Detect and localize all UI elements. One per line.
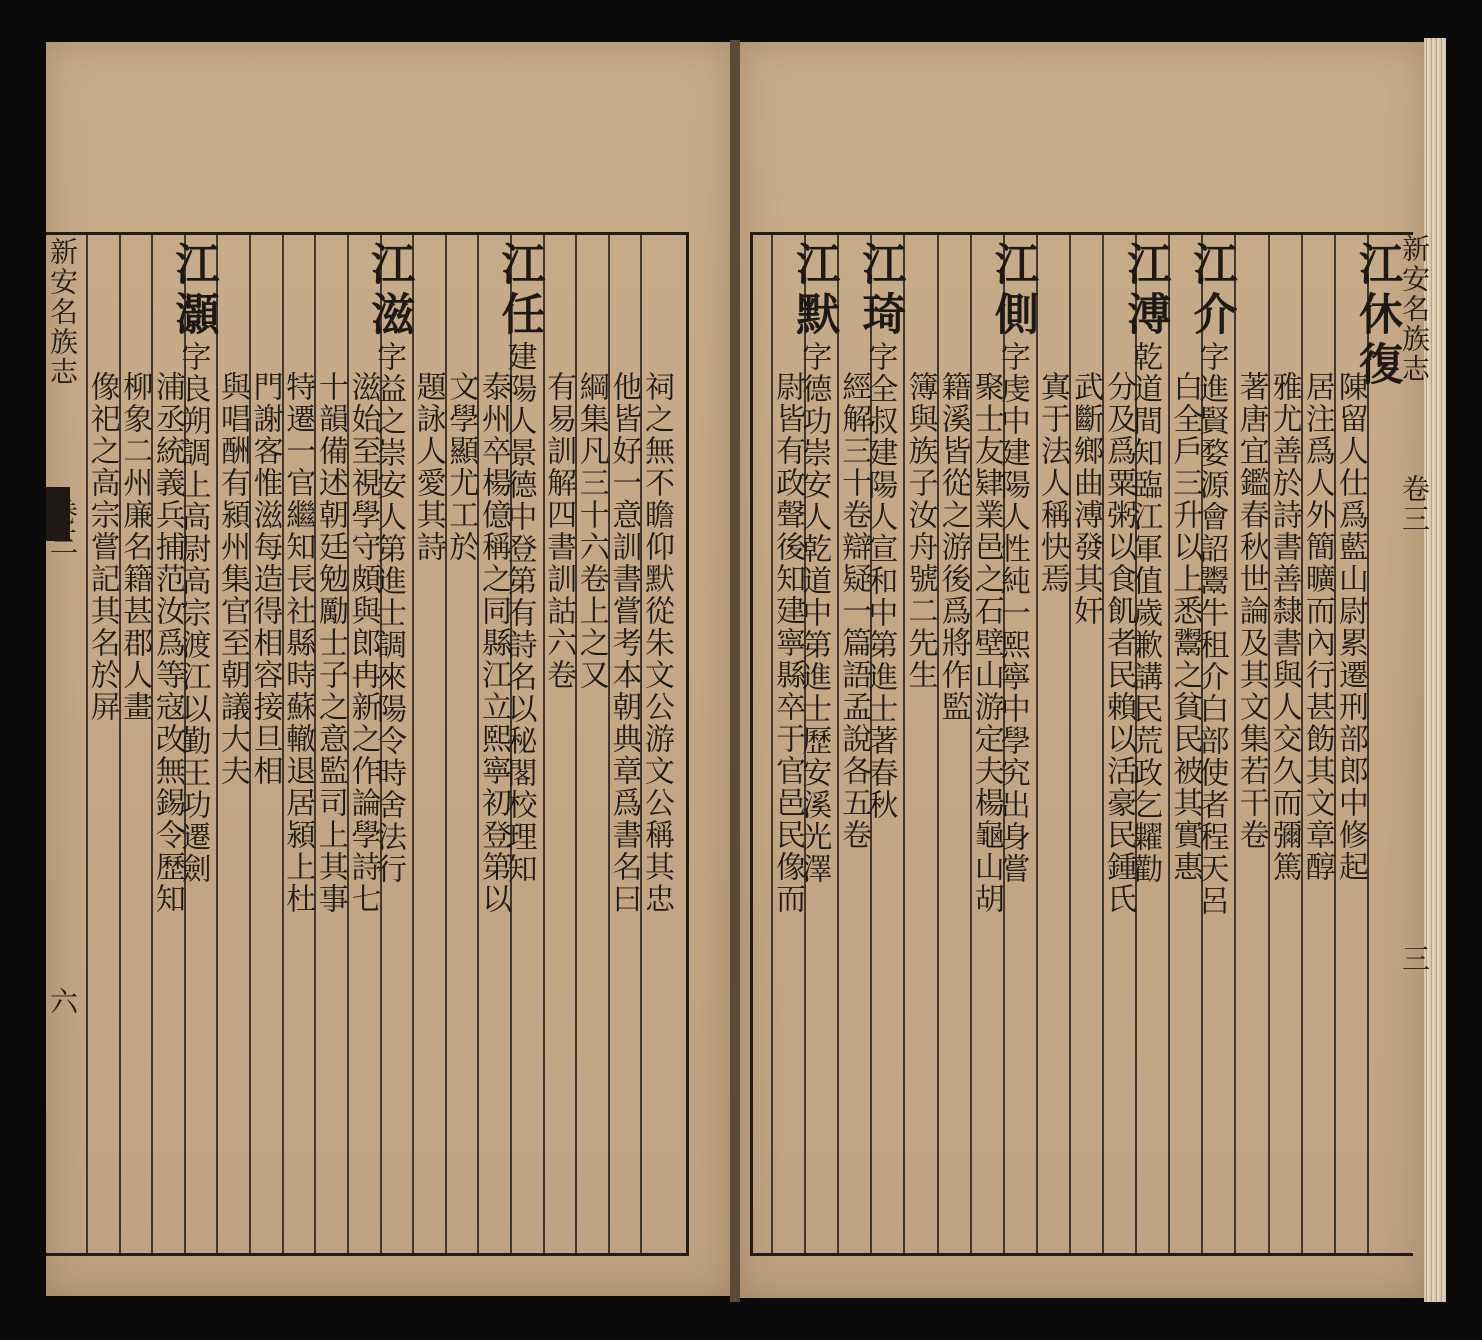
entry-text: 字進賢婺源會詔鬻牛租介白部使者程天呂: [1193, 341, 1229, 917]
text-column: [770, 241, 806, 1247]
right-page-margin-title: [1398, 234, 1431, 1234]
entry-text: 門謝客惟滋每造得相容接旦相: [247, 371, 283, 787]
entry-text: 滋始至視學守頗與郎冉新之作論學詩七: [345, 371, 381, 915]
text-column: [475, 241, 511, 1247]
entry-heading: 江溥: [1119, 241, 1171, 341]
right-page-juan: 卷三: [1398, 474, 1431, 534]
text-column: [968, 241, 1004, 1247]
left-page-title: 新安名族志: [46, 237, 79, 387]
entry-text: 特遷一官繼知長社縣時蘇轍退居潁上杜: [280, 371, 316, 915]
entry-text: 白全戶三升以上悉鬻之貧民被其實惠: [1167, 371, 1203, 883]
right-page-title: 新安名族志: [1398, 234, 1431, 384]
entry-text: 簿與族子汝舟號二先生: [902, 371, 938, 691]
text-column: [443, 241, 479, 1247]
entry-text: 建陽人景德中登第有詩名以秘閣校理知: [501, 341, 537, 885]
entry-text: 與唱酬有潁州集官至朝議大夫: [215, 371, 251, 787]
left-page-folio: 六: [46, 987, 79, 1017]
text-column: [149, 241, 185, 1247]
text-column: [836, 241, 872, 1247]
text-column: [541, 241, 577, 1247]
text-column: [573, 241, 609, 1247]
entry-heading: 江默: [788, 241, 840, 341]
entry-text: 題詠人愛其詩: [410, 371, 446, 563]
right-page-frame: [750, 232, 1413, 1256]
right-page: [740, 42, 1431, 1298]
entry-text: 寘于法人稱快焉: [1034, 371, 1070, 595]
entry-text: 十韻備述朝廷勉勵士子之意監司上其事: [312, 371, 348, 915]
text-column: [935, 241, 971, 1247]
text-column: [84, 241, 120, 1247]
text-column: [345, 241, 381, 1247]
text-column: [247, 241, 283, 1247]
entry-text: 乾道間知臨江軍值歲歉講民荒政乞糶勸: [1127, 341, 1163, 885]
entry-heading: 江任: [493, 241, 545, 341]
text-column: [1266, 241, 1302, 1247]
entry-heading: 江側: [986, 241, 1038, 341]
entry-heading: 江休復: [1350, 241, 1402, 391]
text-column: [902, 241, 938, 1247]
text-column: [1101, 241, 1137, 1247]
entry-text: 著唐宜鑑春秋世論及其文集若干卷: [1233, 371, 1269, 851]
entry-text: 祠之無不瞻仰默從朱文公游文公稱其忠: [638, 371, 674, 915]
left-page-juan: 卷三: [46, 497, 79, 557]
entry-text: 柳象二州廉名籍甚郡人畫: [117, 371, 153, 723]
entry-text: 有易訓解四書訓詁六卷: [541, 371, 577, 691]
text-column: [638, 241, 674, 1247]
text-column: [1068, 241, 1104, 1247]
entry-heading: 江灝: [167, 241, 219, 341]
left-page-frame: [46, 232, 689, 1256]
text-column: [1299, 241, 1335, 1247]
entry-text: 分及爲粟粥以食飢者民賴以活豪民鍾氏: [1101, 371, 1137, 915]
entry-text: 像祀之高宗嘗記其名於屏: [84, 371, 120, 723]
text-column: [1233, 241, 1269, 1247]
entry-text: 他皆好一意訓書嘗考本朝典章爲書名曰: [606, 371, 642, 915]
entry-text: 字益之崇安人第進士調來陽令時舍法行: [371, 341, 407, 885]
text-column: [1034, 241, 1070, 1247]
text-column: [1167, 241, 1203, 1247]
right-page-folio: 三: [1398, 944, 1431, 974]
text-column: [117, 241, 153, 1247]
entry-heading: 江琦: [854, 241, 906, 341]
entry-heading: 江介: [1185, 241, 1237, 341]
entry-text: 陳留人仕爲藍山尉累遷刑部郎中修起: [1332, 371, 1368, 883]
entry-text: 字全叔建陽人宣和中第進士著春秋: [862, 341, 898, 821]
left-page: [46, 42, 730, 1296]
text-column: [606, 241, 642, 1247]
entry-text: 綱集凡三十六卷上之又: [573, 371, 609, 691]
entry-heading: 江滋: [363, 241, 415, 341]
entry-text: 聚士友肄業邑之石壁山游定夫楊龜山胡: [968, 371, 1004, 915]
entry-text: 字良朔調上高尉高宗渡江以勤王功遷劍: [175, 341, 211, 885]
text-column: [280, 241, 316, 1247]
entry-text: 文學顯尤工於: [443, 371, 479, 563]
book-gutter: [730, 40, 740, 1302]
text-column: [215, 241, 251, 1247]
left-page-margin-title: [46, 237, 79, 1237]
entry-text: 籍溪皆從之游後爲將作監: [935, 371, 971, 723]
entry-text: 字德功崇安人乾道中第進士歷安溪光澤: [796, 341, 832, 885]
entry-text: 泰州卒楊億稱之同縣江立熙寧初登第以: [475, 371, 511, 915]
entry-text: 字虔中建陽人性純一熙寧中學究出身嘗: [994, 341, 1030, 885]
text-column: [1332, 241, 1368, 1247]
entry-text: 尉皆有政聲後知建寧縣卒于官邑民像而: [770, 371, 806, 915]
entry-text: 經解三十卷辯疑一篇語孟說各五卷: [836, 371, 872, 851]
entry-text: 浦丞統義兵捕范汝爲等寇改無錫令歷知: [149, 371, 185, 915]
text-column: [312, 241, 348, 1247]
entry-text: 居注爲人外簡曠而內行甚飭其文章醇: [1299, 371, 1335, 883]
entry-text: 雅尤善於詩書善隸書與人交久而彌篤: [1266, 371, 1302, 883]
text-column: [410, 241, 446, 1247]
entry-text: 武斷鄉曲溥發其奸: [1068, 371, 1104, 627]
